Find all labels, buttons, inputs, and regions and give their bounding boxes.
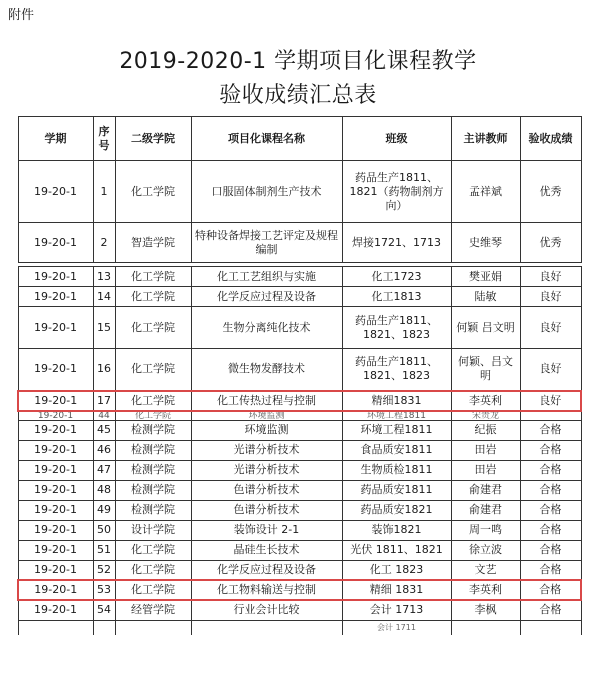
cell-term: 19-20-1 (18, 600, 93, 620)
cell-term: 19-20-1 (18, 500, 93, 520)
cell-grade: 良好 (520, 349, 581, 391)
cell-class: 药品质安1821 (342, 500, 451, 520)
cell-grade: 合格 (520, 480, 581, 500)
cell-course: 环境监测 (191, 411, 342, 421)
cell-grade: 合格 (520, 600, 581, 620)
cell-college: 检测学院 (115, 440, 191, 460)
cell-term: 19-20-1 (18, 420, 93, 440)
cell-college: 化工学院 (115, 161, 191, 223)
table-row-highlighted (18, 391, 581, 411)
header-grade: 验收成绩 (520, 117, 581, 161)
cell-college: 检测学院 (115, 500, 191, 520)
cell-course: 色谱分析技术 (191, 480, 342, 500)
table-row (18, 267, 581, 287)
cell-college: 化工学院 (115, 580, 191, 600)
cell-teacher: 何颖 吕文明 (451, 307, 520, 349)
table-row (18, 223, 581, 263)
cell-term: 19-20-1 (18, 520, 93, 540)
cell-course: 化工工艺组织与实施 (191, 267, 342, 287)
cell-course: 装饰设计 2-1 (191, 520, 342, 540)
cell-teacher: 李英利 (451, 580, 520, 600)
cell-no: 50 (93, 520, 115, 540)
cell-college: 检测学院 (115, 420, 191, 440)
cell-term: 19-20-1 (18, 223, 93, 263)
table-row (18, 420, 581, 440)
cell-class: 精细 1831 (342, 580, 451, 600)
header-teacher: 主讲教师 (451, 117, 520, 161)
cell-teacher: 俞建君 (451, 500, 520, 520)
header-college: 二级学院 (115, 117, 191, 161)
cell-teacher: 纪振 (451, 420, 520, 440)
cell-grade: 良好 (520, 391, 581, 411)
cell-term: 19-20-1 (18, 307, 93, 349)
cell-class: 药品生产1811、1821、1823 (342, 307, 451, 349)
cell-course: 光谱分析技术 (191, 460, 342, 480)
cell-class: 药品生产1811、1821、1823 (342, 349, 451, 391)
table-row (18, 600, 581, 620)
cell-teacher: 周一鸣 (451, 520, 520, 540)
table-row-highlighted (18, 580, 581, 600)
cell-course: 生物分离纯化技术 (191, 307, 342, 349)
cell-college: 经管学院 (115, 600, 191, 620)
header-term: 学期 (18, 117, 93, 161)
cell-no: 1 (93, 161, 115, 223)
cell-no: 53 (93, 580, 115, 600)
cell-class: 焊接1721、1713 (342, 223, 451, 263)
cell-teacher: 俞建君 (451, 480, 520, 500)
table-row (18, 307, 581, 349)
cell-college: 检测学院 (115, 480, 191, 500)
cell-college: 智造学院 (115, 223, 191, 263)
cell-grade: 合格 (520, 460, 581, 480)
cell-college: 化工学院 (115, 560, 191, 580)
table-row (18, 560, 581, 580)
cell-class: 装饰1821 (342, 520, 451, 540)
cell-grade: 合格 (520, 420, 581, 440)
cell-term: 19-20-1 (18, 460, 93, 480)
cell-class: 化工1723 (342, 267, 451, 287)
cell-course: 微生物发酵技术 (191, 349, 342, 391)
cell-no: 17 (93, 391, 115, 411)
table-row (18, 440, 581, 460)
cell-term: 19-20-1 (18, 411, 93, 421)
cell-course: 化工物料输送与控制 (191, 580, 342, 600)
cell-grade: 合格 (520, 540, 581, 560)
cell-college: 化工学院 (115, 287, 191, 307)
cell-no: 47 (93, 460, 115, 480)
cell-teacher: 樊亚娟 (451, 267, 520, 287)
cell-college: 化工学院 (115, 411, 191, 421)
cell-term: 19-20-1 (18, 349, 93, 391)
cell-grade: 合格 (520, 580, 581, 600)
page-title-line1: 2019-2020-1 学期项目化课程教学 (119, 49, 477, 74)
cell-college: 化工学院 (115, 267, 191, 287)
cell-no: 45 (93, 420, 115, 440)
cell-term: 19-20-1 (18, 161, 93, 223)
cell-teacher: 何颖、吕文明 (451, 349, 520, 391)
cell-course: 环境监测 (191, 420, 342, 440)
cell-term: 19-20-1 (18, 560, 93, 580)
cell-class: 药品质安1811 (342, 480, 451, 500)
cell-teacher: 徐立波 (451, 540, 520, 560)
cell-college: 设计学院 (115, 520, 191, 540)
cell-course: 化学反应过程及设备 (191, 560, 342, 580)
cell-no: 46 (93, 440, 115, 460)
table-row (18, 287, 581, 307)
cell-teacher: 陆敏 (451, 287, 520, 307)
cell-no: 14 (93, 287, 115, 307)
cell-class: 化工 1823 (342, 560, 451, 580)
cell-college: 化工学院 (115, 307, 191, 349)
table-row-cropped (18, 620, 581, 635)
cell-class: 药品生产1811、1821（药物制剂方向） (342, 161, 451, 223)
header-course: 项目化课程名称 (191, 117, 342, 161)
cell-no: 54 (93, 600, 115, 620)
attachment-label: 附件 (8, 8, 35, 23)
cell-college: 化工学院 (115, 391, 191, 411)
cell-grade: 合格 (520, 440, 581, 460)
table-row (18, 161, 581, 223)
cell-no: 44 (93, 411, 115, 421)
cell-class: 光伏 1811、1821 (342, 540, 451, 560)
table-row (18, 500, 581, 520)
cell-no: 15 (93, 307, 115, 349)
cell-course: 光谱分析技术 (191, 440, 342, 460)
cell-class: 化工1813 (342, 287, 451, 307)
cell-class: 环境工程1811 (342, 411, 451, 421)
cell-class: 精细1831 (342, 391, 451, 411)
cell-teacher: 宋贵龙 (451, 411, 520, 421)
cell-teacher: 史维琴 (451, 223, 520, 263)
header-row (18, 117, 581, 161)
cell-class: 食品质安1811 (342, 440, 451, 460)
cell-course: 化工传热过程与控制 (191, 391, 342, 411)
header-class: 班级 (342, 117, 451, 161)
cell-teacher: 李枫 (451, 600, 520, 620)
table-row (18, 540, 581, 560)
cell-grade: 良好 (520, 287, 581, 307)
cell-no: 49 (93, 500, 115, 520)
table-row (18, 520, 581, 540)
cell-term: 19-20-1 (18, 540, 93, 560)
cell-grade: 合格 (520, 560, 581, 580)
cell-class: 生物质检1811 (342, 460, 451, 480)
cell-college: 化工学院 (115, 349, 191, 391)
cell-class: 会计 1711 (342, 620, 451, 635)
cell-no: 16 (93, 349, 115, 391)
page-title-line2: 验收成绩汇总表 (219, 83, 377, 108)
cell-college: 化工学院 (115, 540, 191, 560)
cell-term: 19-20-1 (18, 580, 93, 600)
cell-grade: 合格 (520, 520, 581, 540)
table-row (18, 460, 581, 480)
cell-grade: 良好 (520, 267, 581, 287)
cell-no: 48 (93, 480, 115, 500)
cell-course: 化学反应过程及设备 (191, 287, 342, 307)
cell-course: 行业会计比较 (191, 600, 342, 620)
cell-term: 19-20-1 (18, 480, 93, 500)
cell-course: 口服固体制剂生产技术 (191, 161, 342, 223)
cell-no: 13 (93, 267, 115, 287)
cell-course: 特种设备焊接工艺评定及规程编制 (191, 223, 342, 263)
cell-grade: 优秀 (520, 223, 581, 263)
cell-teacher: 孟祥斌 (451, 161, 520, 223)
cell-no: 2 (93, 223, 115, 263)
cell-term: 19-20-1 (18, 391, 93, 411)
cell-teacher: 田岩 (451, 460, 520, 480)
cell-grade: 合格 (520, 500, 581, 520)
cell-college: 检测学院 (115, 460, 191, 480)
cell-teacher: 田岩 (451, 440, 520, 460)
cell-term: 19-20-1 (18, 267, 93, 287)
cell-teacher: 李英利 (451, 391, 520, 411)
grades-table (17, 116, 582, 635)
cell-teacher: 文艺 (451, 560, 520, 580)
cell-grade: 良好 (520, 307, 581, 349)
cell-term: 19-20-1 (18, 440, 93, 460)
header-no: 序号 (93, 117, 115, 161)
cell-course: 晶硅生长技术 (191, 540, 342, 560)
cell-no: 52 (93, 560, 115, 580)
cell-class: 环境工程1811 (342, 420, 451, 440)
cell-course: 色谱分析技术 (191, 500, 342, 520)
cell-grade (520, 411, 581, 421)
cell-grade: 优秀 (520, 161, 581, 223)
table-row-cropped (18, 411, 581, 421)
table-row (18, 480, 581, 500)
cell-no: 51 (93, 540, 115, 560)
cell-class: 会计 1713 (342, 600, 451, 620)
cell-term: 19-20-1 (18, 287, 93, 307)
table-row (18, 349, 581, 391)
